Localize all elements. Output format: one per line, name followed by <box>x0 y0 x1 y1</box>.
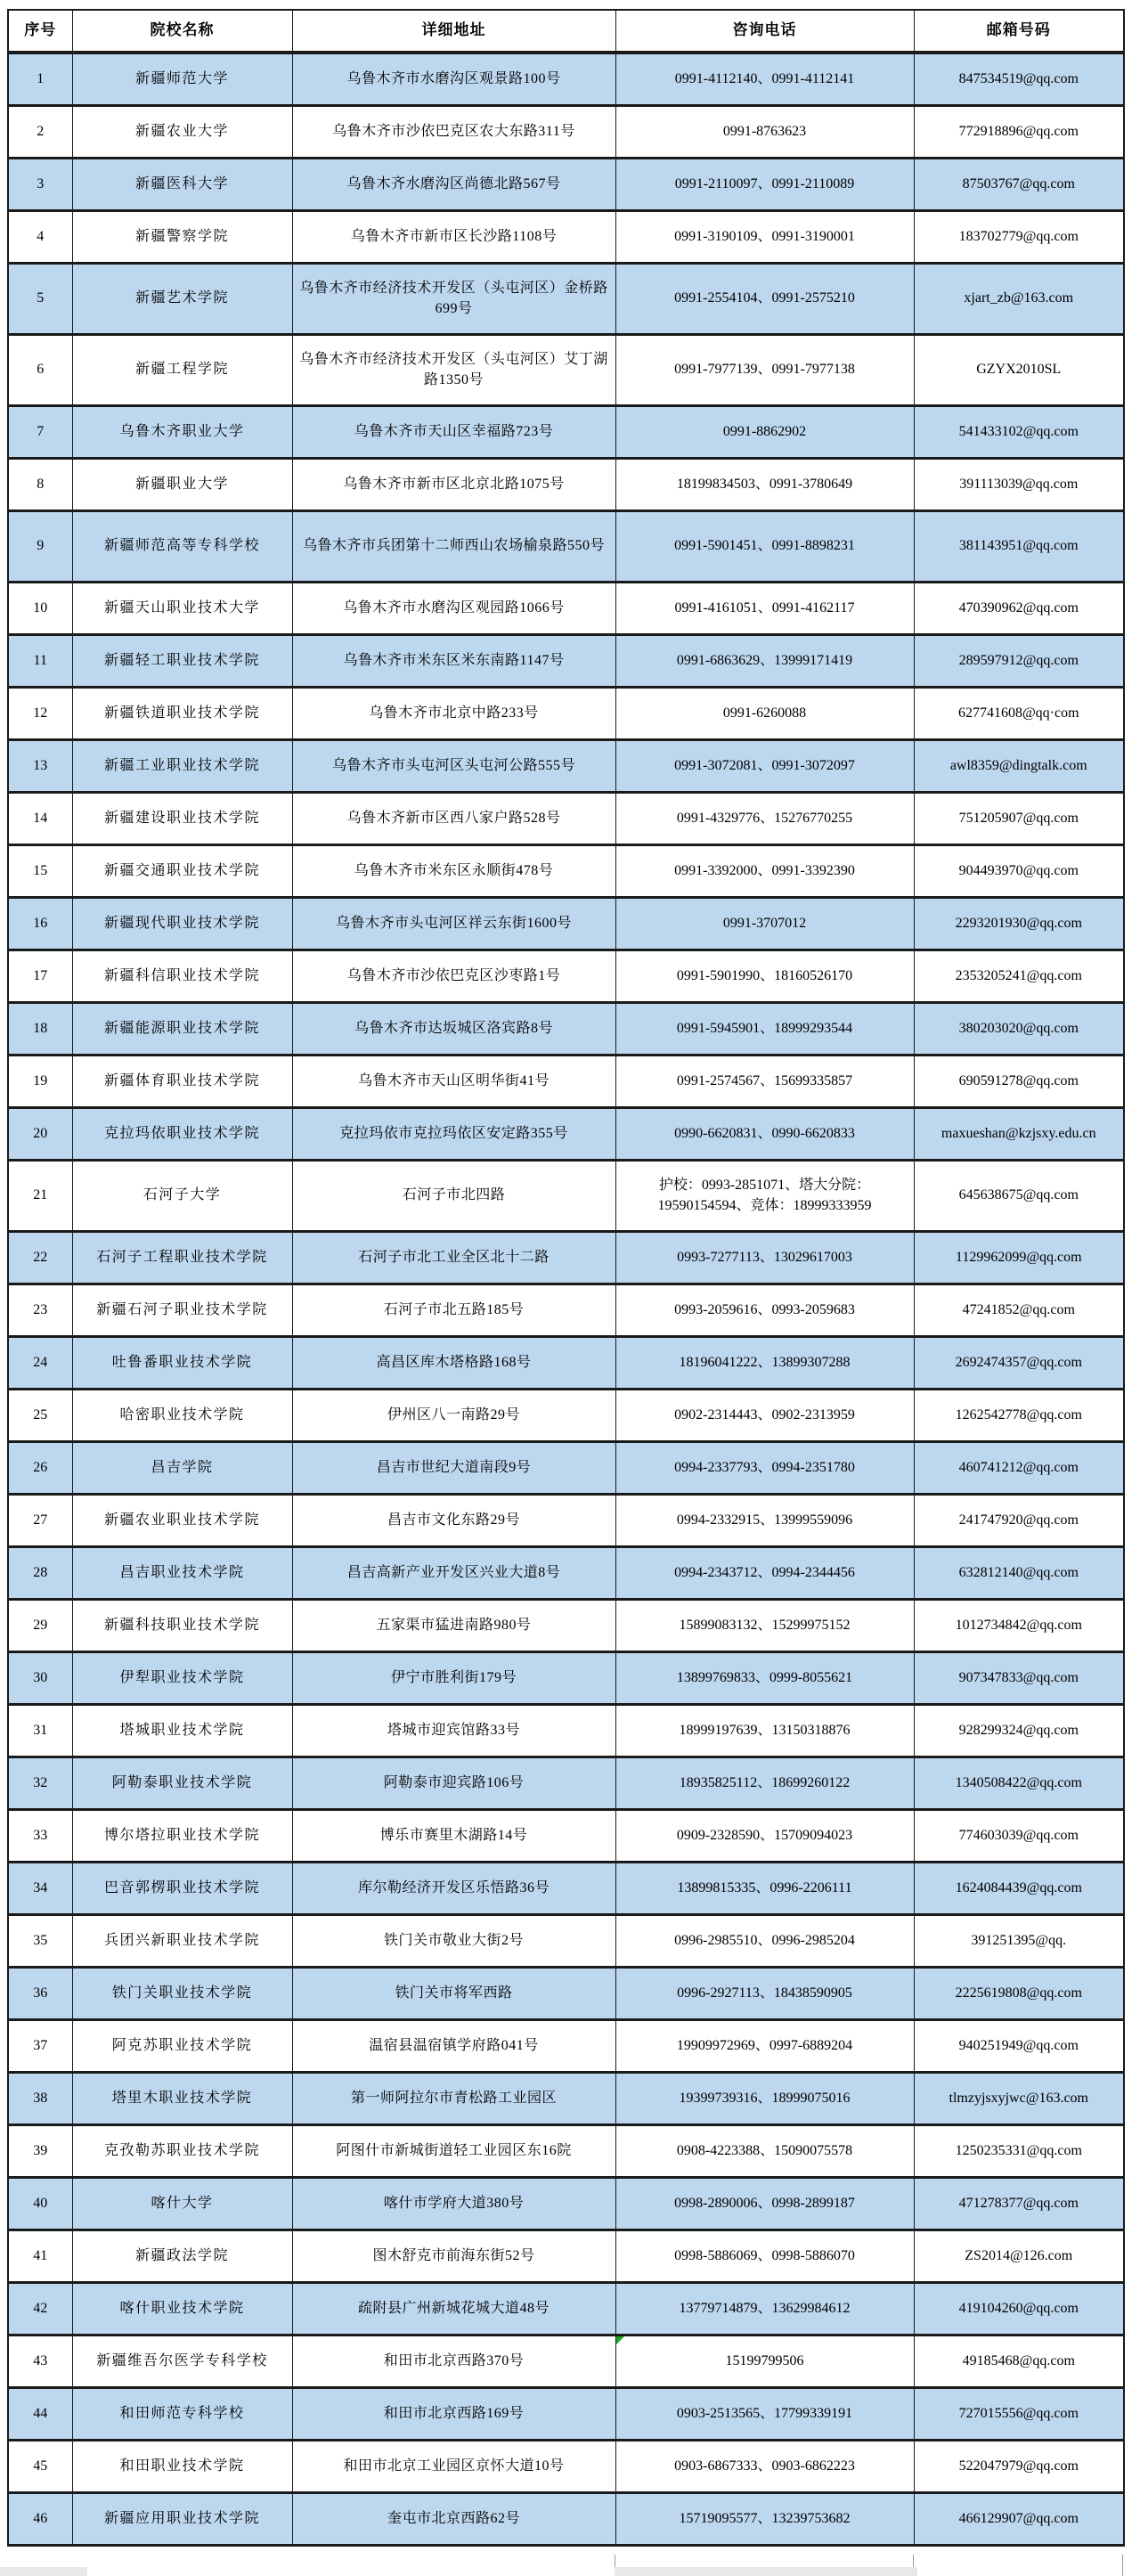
cell-no: 7 <box>8 405 72 458</box>
col-header-address: 详细地址 <box>292 10 615 53</box>
cell-phone: 18935825112、18699260122 <box>615 1757 914 1809</box>
cell-no: 39 <box>8 2124 72 2177</box>
cell-phone: 13779714879、13629984612 <box>615 2282 914 2335</box>
cell-address: 乌鲁木齐市达坂城区洛宾路8号 <box>292 1002 615 1055</box>
table-row <box>8 2492 1124 2545</box>
cell-address: 和田市北京西路169号 <box>292 2387 615 2440</box>
cell-no: 42 <box>8 2282 72 2335</box>
cell-address: 石河子市北四路 <box>292 1160 615 1231</box>
cell-phone: 0991-8763623 <box>615 105 914 158</box>
cell-no: 22 <box>8 1231 72 1284</box>
cell-address: 奎屯市北京西路62号 <box>292 2492 615 2545</box>
cell-email: 183702779@qq.com <box>914 210 1124 263</box>
cell-email: 690591278@qq.com <box>914 1055 1124 1107</box>
table-row <box>8 1651 1124 1704</box>
table-row <box>8 1862 1124 1914</box>
cell-phone: 0991-3072081、0991-3072097 <box>615 739 914 792</box>
table-row <box>8 634 1124 687</box>
cell-name: 塔里木职业技术学院 <box>72 2072 292 2124</box>
cell-no: 36 <box>8 1967 72 2019</box>
table-row <box>8 582 1124 634</box>
cell-email: GZYX2010SL <box>914 334 1124 405</box>
cell-email: 87503767@qq.com <box>914 158 1124 210</box>
cell-no: 37 <box>8 2019 72 2072</box>
cell-phone: 护校：0993-2851071、塔大分院：19590154594、竞体：18999333959 <box>615 1160 914 1231</box>
cell-no: 20 <box>8 1107 72 1160</box>
cell-address: 乌鲁木齐市新市区北京北路1075号 <box>292 458 615 510</box>
cell-no: 23 <box>8 1284 72 1336</box>
cell-address: 塔城市迎宾馆路33号 <box>292 1704 615 1757</box>
partial-empty-row <box>7 2555 1123 2576</box>
table-row <box>8 2072 1124 2124</box>
cell-phone: 0996-2985510、0996-2985204 <box>615 1914 914 1967</box>
cell-phone: 15199799506 <box>615 2335 914 2387</box>
cell-no: 43 <box>8 2335 72 2387</box>
cell-no: 17 <box>8 950 72 1002</box>
cell-name: 喀什职业技术学院 <box>72 2282 292 2335</box>
cell-phone: 0991-4112140、0991-4112141 <box>615 53 914 105</box>
table-row <box>8 1231 1124 1284</box>
cell-email: 391113039@qq.com <box>914 458 1124 510</box>
cell-no: 4 <box>8 210 72 263</box>
cell-email: 241747920@qq.com <box>914 1494 1124 1546</box>
cell-address: 乌鲁木齐市沙依巴克区沙枣路1号 <box>292 950 615 1002</box>
cell-email: 2225619808@qq.com <box>914 1967 1124 2019</box>
cell-address: 昌吉高新产业开发区兴业大道8号 <box>292 1546 615 1599</box>
cell-name: 巴音郭楞职业技术学院 <box>72 1862 292 1914</box>
table-row <box>8 1546 1124 1599</box>
table-row <box>8 1055 1124 1107</box>
cell-name: 伊犁职业技术学院 <box>72 1651 292 1704</box>
cell-name: 和田职业技术学院 <box>72 2440 292 2492</box>
cell-email: 380203020@qq.com <box>914 1002 1124 1055</box>
cell-name: 新疆天山职业技术大学 <box>72 582 292 634</box>
cell-name: 新疆职业大学 <box>72 458 292 510</box>
cell-phone: 0991-2574567、15699335857 <box>615 1055 914 1107</box>
col-header-email: 邮箱号码 <box>914 10 1124 53</box>
cell-email: 466129907@qq.com <box>914 2492 1124 2545</box>
header-row <box>8 10 1124 53</box>
table-header <box>8 10 1124 53</box>
cell-name: 哈密职业技术学院 <box>72 1389 292 1441</box>
cell-email: 1624084439@qq.com <box>914 1862 1124 1914</box>
col-header-no: 序号 <box>8 10 72 53</box>
university-contact-table <box>7 9 1125 2547</box>
cell-phone: 0993-2059616、0993-2059683 <box>615 1284 914 1336</box>
cell-address: 石河子市北五路185号 <box>292 1284 615 1336</box>
cell-email: 632812140@qq.com <box>914 1546 1124 1599</box>
cell-phone: 0996-2927113、18438590905 <box>615 1967 914 2019</box>
cell-email: 847534519@qq.com <box>914 53 1124 105</box>
cell-email: 774603039@qq.com <box>914 1809 1124 1862</box>
cell-name: 阿克苏职业技术学院 <box>72 2019 292 2072</box>
table-body <box>8 53 1124 2545</box>
cell-email: 381143951@qq.com <box>914 510 1124 582</box>
cell-address: 乌鲁木齐水磨沟区尚德北路567号 <box>292 158 615 210</box>
table-row <box>8 2440 1124 2492</box>
table-row <box>8 1336 1124 1389</box>
table-row <box>8 510 1124 582</box>
cell-phone: 19399739316、18999075016 <box>615 2072 914 2124</box>
table-row <box>8 105 1124 158</box>
cell-email: 2692474357@qq.com <box>914 1336 1124 1389</box>
table-row <box>8 1002 1124 1055</box>
cell-no: 12 <box>8 687 72 739</box>
cell-phone: 19909972969、0997-6889204 <box>615 2019 914 2072</box>
cell-email: 541433102@qq.com <box>914 405 1124 458</box>
cell-name: 石河子工程职业技术学院 <box>72 1231 292 1284</box>
cell-name: 昌吉职业技术学院 <box>72 1546 292 1599</box>
cell-phone: 0991-2554104、0991-2575210 <box>615 263 914 334</box>
table-row <box>8 2230 1124 2282</box>
table-row <box>8 1809 1124 1862</box>
cell-name: 新疆农业职业技术学院 <box>72 1494 292 1546</box>
cell-no: 25 <box>8 1389 72 1441</box>
cell-email: 1129962099@qq.com <box>914 1231 1124 1284</box>
cell-phone: 0998-2890006、0998-2899187 <box>615 2177 914 2230</box>
cell-phone: 0994-2343712、0994-2344456 <box>615 1546 914 1599</box>
table-row <box>8 1914 1124 1967</box>
cell-address: 乌鲁木齐市经济技术开发区（头屯河区）金桥路699号 <box>292 263 615 334</box>
cell-no: 40 <box>8 2177 72 2230</box>
col-header-name: 院校名称 <box>72 10 292 53</box>
cell-phone: 0909-2328590、15709094023 <box>615 1809 914 1862</box>
cell-email: 1250235331@qq.com <box>914 2124 1124 2177</box>
cell-address: 乌鲁木齐市新市区长沙路1108号 <box>292 210 615 263</box>
cell-address: 乌鲁木齐市经济技术开发区（头屯河区）艾丁湖路1350号 <box>292 334 615 405</box>
cell-address: 第一师阿拉尔市青松路工业园区 <box>292 2072 615 2124</box>
cell-no: 41 <box>8 2230 72 2282</box>
cell-name: 新疆科技职业技术学院 <box>72 1599 292 1651</box>
cell-email: 460741212@qq.com <box>914 1441 1124 1494</box>
cell-name: 新疆现代职业技术学院 <box>72 897 292 950</box>
cell-address: 克拉玛依市克拉玛依区安定路355号 <box>292 1107 615 1160</box>
cell-no: 14 <box>8 792 72 844</box>
cell-phone: 0991-5901990、18160526170 <box>615 950 914 1002</box>
cell-no: 8 <box>8 458 72 510</box>
table-row <box>8 1704 1124 1757</box>
cell-address: 阿图什市新城街道轻工业园区东16院 <box>292 2124 615 2177</box>
cell-address: 伊宁市胜利街179号 <box>292 1651 615 1704</box>
cell-email: maxueshan@kzjsxy.edu.cn <box>914 1107 1124 1160</box>
cell-phone: 13899815335、0996-2206111 <box>615 1862 914 1914</box>
cell-email: tlmzyjsxyjwc@163.com <box>914 2072 1124 2124</box>
cell-name: 铁门关职业技术学院 <box>72 1967 292 2019</box>
bottom-gray-strip <box>615 2567 917 2576</box>
cell-address: 乌鲁木齐市头屯河区祥云东街1600号 <box>292 897 615 950</box>
cell-phone: 0990-6620831、0990-6620833 <box>615 1107 914 1160</box>
cell-no: 29 <box>8 1599 72 1651</box>
table-row <box>8 1389 1124 1441</box>
cell-name: 新疆政法学院 <box>72 2230 292 2282</box>
cell-phone: 0902-2314443、0902-2313959 <box>615 1389 914 1441</box>
cell-name: 新疆工业职业技术学院 <box>72 739 292 792</box>
cell-name: 新疆医科大学 <box>72 158 292 210</box>
table-row <box>8 1284 1124 1336</box>
cell-address: 乌鲁木齐市兵团第十二师西山农场榆泉路550号 <box>292 510 615 582</box>
cell-phone: 0991-5945901、18999293544 <box>615 1002 914 1055</box>
cell-no: 6 <box>8 334 72 405</box>
cell-phone: 0998-5886069、0998-5886070 <box>615 2230 914 2282</box>
table-row <box>8 2124 1124 2177</box>
table-row <box>8 1967 1124 2019</box>
cell-email: 289597912@qq.com <box>914 634 1124 687</box>
cell-no: 33 <box>8 1809 72 1862</box>
cell-name: 新疆交通职业技术学院 <box>72 844 292 897</box>
excel-error-indicator <box>616 2336 624 2344</box>
cell-email: 49185468@qq.com <box>914 2335 1124 2387</box>
cell-phone: 0994-2332915、13999559096 <box>615 1494 914 1546</box>
table-row <box>8 1107 1124 1160</box>
cell-no: 44 <box>8 2387 72 2440</box>
cell-address: 乌鲁木齐市米东区永顺街478号 <box>292 844 615 897</box>
cell-address: 疏附县广州新城花城大道48号 <box>292 2282 615 2335</box>
cell-no: 35 <box>8 1914 72 1967</box>
table-row <box>8 2335 1124 2387</box>
cell-phone: 0991-3392000、0991-3392390 <box>615 844 914 897</box>
cell-address: 乌鲁木齐市沙依巴克区农大东路311号 <box>292 105 615 158</box>
cell-email: ZS2014@126.com <box>914 2230 1124 2282</box>
cell-no: 32 <box>8 1757 72 1809</box>
cell-no: 38 <box>8 2072 72 2124</box>
cell-email: 772918896@qq.com <box>914 105 1124 158</box>
cell-name: 博尔塔拉职业技术学院 <box>72 1809 292 1862</box>
cell-address: 和田市北京西路370号 <box>292 2335 615 2387</box>
cell-name: 和田师范专科学校 <box>72 2387 292 2440</box>
cell-no: 2 <box>8 105 72 158</box>
cell-email: 627741608@qq·com <box>914 687 1124 739</box>
cell-address: 乌鲁木齐市天山区明华街41号 <box>292 1055 615 1107</box>
cell-no: 10 <box>8 582 72 634</box>
cell-phone: 0991-4329776、15276770255 <box>615 792 914 844</box>
cell-phone: 15719095577、13239753682 <box>615 2492 914 2545</box>
cell-address: 铁门关市将军西路 <box>292 1967 615 2019</box>
cell-address: 图木舒克市前海东街52号 <box>292 2230 615 2282</box>
cell-email: 470390962@qq.com <box>914 582 1124 634</box>
cell-address: 乌鲁木齐市头屯河区头屯河公路555号 <box>292 739 615 792</box>
cell-no: 21 <box>8 1160 72 1231</box>
cell-no: 11 <box>8 634 72 687</box>
cell-phone: 0991-8862902 <box>615 405 914 458</box>
cell-name: 新疆科信职业技术学院 <box>72 950 292 1002</box>
col-header-phone: 咨询电话 <box>615 10 914 53</box>
table-row <box>8 687 1124 739</box>
cell-email: 2293201930@qq.com <box>914 897 1124 950</box>
cell-name: 新疆石河子职业技术学院 <box>72 1284 292 1336</box>
cell-email: 907347833@qq.com <box>914 1651 1124 1704</box>
cell-phone: 0903-6867333、0903-6862223 <box>615 2440 914 2492</box>
cell-address: 阿勒泰市迎宾路106号 <box>292 1757 615 1809</box>
cell-phone: 0991-4161051、0991-4162117 <box>615 582 914 634</box>
cell-name: 吐鲁番职业技术学院 <box>72 1336 292 1389</box>
cell-name: 昌吉学院 <box>72 1441 292 1494</box>
cell-name: 克孜勒苏职业技术学院 <box>72 2124 292 2177</box>
cell-email: 522047979@qq.com <box>914 2440 1124 2492</box>
cell-phone: 0903-2513565、17799339191 <box>615 2387 914 2440</box>
cell-email: 904493970@qq.com <box>914 844 1124 897</box>
table-row <box>8 1599 1124 1651</box>
cell-email: 419104260@qq.com <box>914 2282 1124 2335</box>
cell-no: 19 <box>8 1055 72 1107</box>
cell-address: 伊州区八一南路29号 <box>292 1389 615 1441</box>
cell-no: 30 <box>8 1651 72 1704</box>
cell-email: awl8359@dingtalk.com <box>914 739 1124 792</box>
cell-email: 2353205241@qq.com <box>914 950 1124 1002</box>
cell-name: 新疆轻工职业技术学院 <box>72 634 292 687</box>
cell-address: 和田市北京工业园区京怀大道10号 <box>292 2440 615 2492</box>
cell-no: 31 <box>8 1704 72 1757</box>
cell-phone: 0991-6260088 <box>615 687 914 739</box>
cell-phone: 18196041222、13899307288 <box>615 1336 914 1389</box>
table-row <box>8 2387 1124 2440</box>
cell-address: 乌鲁木齐市北京中路233号 <box>292 687 615 739</box>
cell-address: 乌鲁木齐市米东区米东南路1147号 <box>292 634 615 687</box>
cell-name: 新疆艺术学院 <box>72 263 292 334</box>
cell-name: 阿勒泰职业技术学院 <box>72 1757 292 1809</box>
cell-name: 塔城职业技术学院 <box>72 1704 292 1757</box>
table-row <box>8 2019 1124 2072</box>
cell-email: 1012734842@qq.com <box>914 1599 1124 1651</box>
cell-phone: 0908-4223388、15090075578 <box>615 2124 914 2177</box>
cell-phone: 13899769833、0999-8055621 <box>615 1651 914 1704</box>
cell-no: 18 <box>8 1002 72 1055</box>
cell-name: 新疆维吾尔医学专科学校 <box>72 2335 292 2387</box>
cell-phone: 15899083132、15299975152 <box>615 1599 914 1651</box>
bottom-gray-strip <box>0 2567 87 2576</box>
cell-name: 新疆能源职业技术学院 <box>72 1002 292 1055</box>
cell-phone: 18199834503、0991-3780649 <box>615 458 914 510</box>
cell-address: 乌鲁木齐市水磨沟区观景路100号 <box>292 53 615 105</box>
cell-no: 28 <box>8 1546 72 1599</box>
cell-name: 新疆应用职业技术学院 <box>72 2492 292 2545</box>
cell-phone: 0991-2110097、0991-2110089 <box>615 158 914 210</box>
cell-address: 库尔勒经济开发区乐悟路36号 <box>292 1862 615 1914</box>
table-row <box>8 334 1124 405</box>
table-row <box>8 1441 1124 1494</box>
cell-name: 克拉玛依职业技术学院 <box>72 1107 292 1160</box>
cell-address: 博乐市赛里木湖路14号 <box>292 1809 615 1862</box>
cell-name: 乌鲁木齐职业大学 <box>72 405 292 458</box>
cell-name: 喀什大学 <box>72 2177 292 2230</box>
cell-phone: 0991-3190109、0991-3190001 <box>615 210 914 263</box>
cell-no: 5 <box>8 263 72 334</box>
cell-no: 27 <box>8 1494 72 1546</box>
cell-email: 47241852@qq.com <box>914 1284 1124 1336</box>
cell-email: 471278377@qq.com <box>914 2177 1124 2230</box>
cell-email: xjart_zb@163.com <box>914 263 1124 334</box>
table-row <box>8 792 1124 844</box>
table-row <box>8 210 1124 263</box>
table-row <box>8 1494 1124 1546</box>
table-row <box>8 53 1124 105</box>
cell-name: 新疆师范大学 <box>72 53 292 105</box>
cell-name: 新疆铁道职业技术学院 <box>72 687 292 739</box>
cell-name: 新疆体育职业技术学院 <box>72 1055 292 1107</box>
cell-name: 新疆建设职业技术学院 <box>72 792 292 844</box>
cell-email: 645638675@qq.com <box>914 1160 1124 1231</box>
table-row <box>8 739 1124 792</box>
cell-name: 新疆工程学院 <box>72 334 292 405</box>
cell-phone: 0991-6863629、13999171419 <box>615 634 914 687</box>
table-row <box>8 897 1124 950</box>
cell-phone: 0993-7277113、13029617003 <box>615 1231 914 1284</box>
cell-no: 26 <box>8 1441 72 1494</box>
table-row <box>8 2177 1124 2230</box>
cell-address: 铁门关市敬业大街2号 <box>292 1914 615 1967</box>
cell-email: 940251949@qq.com <box>914 2019 1124 2072</box>
cell-no: 45 <box>8 2440 72 2492</box>
cell-phone: 0991-3707012 <box>615 897 914 950</box>
cell-address: 乌鲁木齐新市区西八家户路528号 <box>292 792 615 844</box>
cell-no: 24 <box>8 1336 72 1389</box>
table-row <box>8 158 1124 210</box>
cell-email: 1262542778@qq.com <box>914 1389 1124 1441</box>
cell-no: 46 <box>8 2492 72 2545</box>
cell-email: 727015556@qq.com <box>914 2387 1124 2440</box>
cell-no: 1 <box>8 53 72 105</box>
cell-address: 乌鲁木齐市水磨沟区观园路1066号 <box>292 582 615 634</box>
cell-name: 新疆农业大学 <box>72 105 292 158</box>
cell-name: 兵团兴新职业技术学院 <box>72 1914 292 1967</box>
cell-email: 751205907@qq.com <box>914 792 1124 844</box>
cell-name: 新疆警察学院 <box>72 210 292 263</box>
cell-no: 15 <box>8 844 72 897</box>
cell-no: 13 <box>8 739 72 792</box>
cell-phone: 18999197639、13150318876 <box>615 1704 914 1757</box>
cell-no: 9 <box>8 510 72 582</box>
table-row <box>8 405 1124 458</box>
table-row <box>8 263 1124 334</box>
table-row <box>8 950 1124 1002</box>
cell-name: 石河子大学 <box>72 1160 292 1231</box>
cell-email: 1340508422@qq.com <box>914 1757 1124 1809</box>
table-row <box>8 1160 1124 1231</box>
cell-no: 16 <box>8 897 72 950</box>
column-divider <box>1122 2555 1123 2576</box>
cell-address: 喀什市学府大道380号 <box>292 2177 615 2230</box>
table-row <box>8 458 1124 510</box>
cell-name: 新疆师范高等专科学校 <box>72 510 292 582</box>
table-row <box>8 844 1124 897</box>
cell-phone: 0991-5901451、0991-8898231 <box>615 510 914 582</box>
table-row <box>8 2282 1124 2335</box>
cell-address: 温宿县温宿镇学府路041号 <box>292 2019 615 2072</box>
table-row <box>8 1757 1124 1809</box>
cell-phone: 0994-2337793、0994-2351780 <box>615 1441 914 1494</box>
cell-email: 928299324@qq.com <box>914 1704 1124 1757</box>
cell-no: 3 <box>8 158 72 210</box>
cell-address: 昌吉市世纪大道南段9号 <box>292 1441 615 1494</box>
cell-address: 五家渠市猛进南路980号 <box>292 1599 615 1651</box>
cell-email: 391251395@qq. <box>914 1914 1124 1967</box>
cell-address: 石河子市北工业全区北十二路 <box>292 1231 615 1284</box>
cell-address: 乌鲁木齐市天山区幸福路723号 <box>292 405 615 458</box>
cell-address: 昌吉市文化东路29号 <box>292 1494 615 1546</box>
cell-address: 高昌区库木塔格路168号 <box>292 1336 615 1389</box>
cell-no: 34 <box>8 1862 72 1914</box>
cell-phone: 0991-7977139、0991-7977138 <box>615 334 914 405</box>
